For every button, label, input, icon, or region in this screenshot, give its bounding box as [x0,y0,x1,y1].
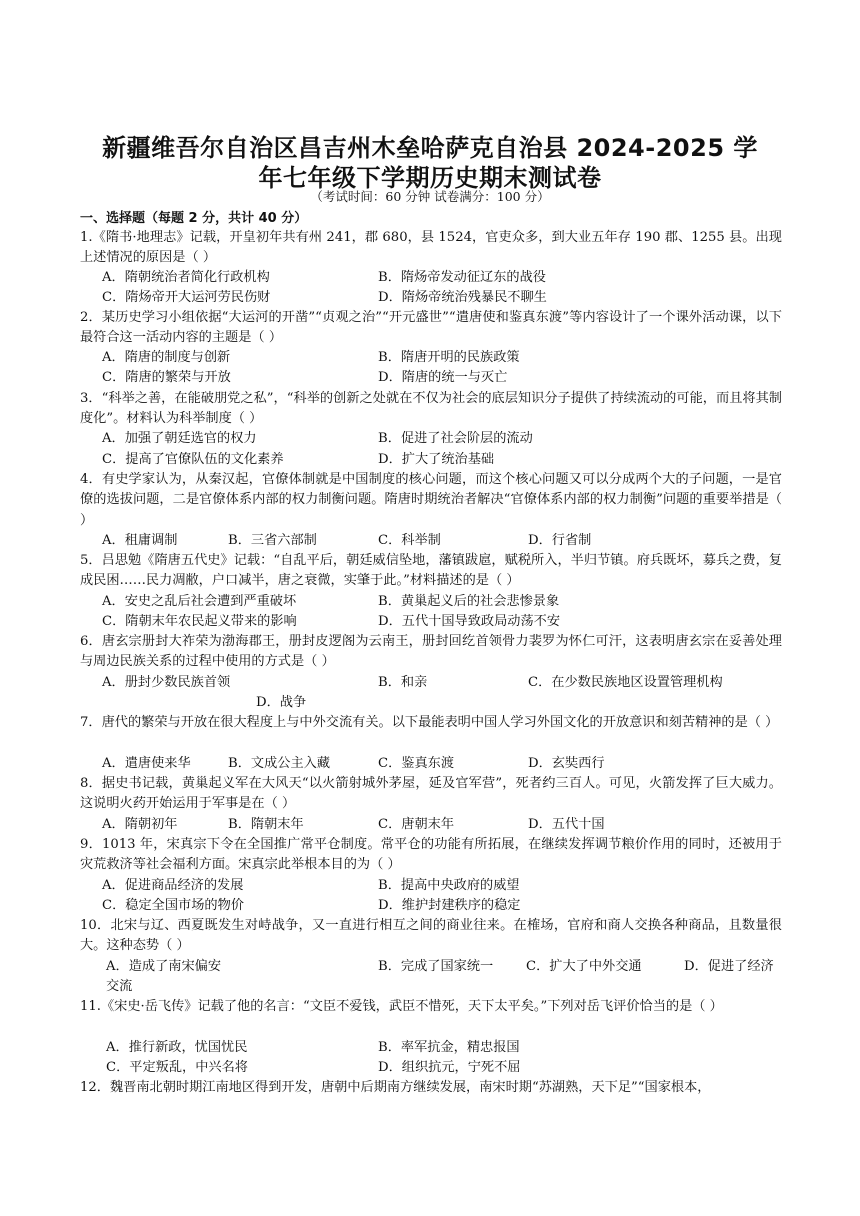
question-5-option-a: A．安史之乱后社会遭到严重破坏 [102,594,297,609]
question-11-option-d: D．组织抗元，宁死不屈 [378,1060,521,1075]
question-3-option-b: B．促进了社会阶层的流动 [378,431,533,446]
question-3-option-a: A．加强了朝廷选官的权力 [102,431,257,446]
question-8-option-d: D．五代十国 [528,817,605,832]
question-1-option-b: B．隋炀帝发动征辽东的战役 [378,270,546,285]
question-2-option-a: A．隋唐的制度与创新 [102,350,231,365]
question-9-stem: 9．1013 年，宋真宗下令在全国推广常平仓制度。常平仓的功能有所拓展，在继续发挥调节粮价作用的同时，还被用于灾荒救济等社会福利方面。宋真宗此举根本目的为（ ） [80,837,782,873]
question-7-option-d: D．玄奘西行 [528,756,605,771]
question-9-option-b: B．提高中央政府的威望 [378,878,520,893]
question-3-option-c: C．提高了官僚队伍的文化素养 [102,452,284,467]
question-6-option-b: B．和亲 [378,675,428,690]
question-10-stem: 10．北宋与辽、西夏既发生对峙战争，又一直进行相互之间的商业往来。在榷场，官府和商人交换各种商品，且数量很大。这种态势（ ） [80,918,782,954]
question-3-option-d: D．扩大了统治基础 [378,452,495,467]
question-8-option-a: A．隋朝初年 [102,817,178,832]
question-7-option-a: A．遣唐使来华 [102,756,191,771]
question-4-option-d: D．行省制 [528,533,592,548]
question-5-option-c: C．隋朝末年农民起义带来的影响 [102,614,297,629]
question-11-option-a: A．推行新政，忧国忧民 [106,1040,248,1055]
exam-title-line-1: 新疆维吾尔自治区昌吉州木垒哈萨克自治县 2024-2025 学 [102,134,758,162]
question-9-option-a: A．促进商品经济的发展 [102,878,244,893]
question-6-option-d: D．战争 [256,695,307,710]
question-1-option-d: D．隋炀帝统治残暴民不聊生 [378,290,547,305]
question-5-option-d: D．五代十国导致政局动荡不安 [378,614,561,629]
question-7-option-b: B．文成公主入藏 [228,756,331,771]
question-12-stem: 12．魏晋南北朝时期江南地区得到开发，唐朝中后期南方继续发展，南宋时期“苏湖熟，天下足”“国家根本， [80,1080,711,1095]
question-4-option-c: C．科举制 [378,533,441,548]
question-8-option-c: C．唐朝末年 [378,817,455,832]
question-1-stem: 1.《隋书·地理志》记载，开皇初年共有州 241，郡 680，县 1524，官吏众多，到大业五年存 190 郡、1255 县。出现上述情况的原因是（ ） [80,230,782,266]
question-8-stem: 8．据史书记载，黄巢起义军在大风天“以火箭射城外茅屋，延及官军营”，死者约三百人。可见，火箭发挥了巨大威力。这说明火药开始运用于军事是在（ ） [80,776,782,812]
question-2-option-c: C．隋唐的繁荣与开放 [102,370,231,385]
question-11-stem: 11.《宋史·岳飞传》记载了他的名言：“文臣不爱钱，武臣不惜死，天下太平矣。”下列对岳飞评价恰当的是（ ） [80,999,723,1014]
question-2-stem: 2．某历史学习小组依据“大运河的开凿”“贞观之治”“开元盛世”“遣唐使和鉴真东渡”等内容设计了一个课外活动课，以下最符合这一活动内容的主题是（ ） [80,310,782,346]
exam-subtitle: （考试时间：60 分钟 试卷满分：100 分） [310,189,550,204]
question-10-option-a: A．造成了南宋偏安 [106,959,222,974]
question-5-option-b: B．黄巢起义后的社会悲惨景象 [378,594,560,609]
question-1-option-c: C．隋炀帝开大运河劳民伤财 [102,290,271,305]
question-10-option-b: B．完成了国家统一 [378,959,494,974]
question-6-option-c: C．在少数民族地区设置管理机构 [528,675,723,690]
question-10-option-d-continued: 交流 [106,979,133,994]
question-6-option-a: A．册封少数民族首领 [102,675,231,690]
question-4-option-a: A．租庸调制 [102,533,178,548]
question-9-option-c: C．稳定全国市场的物价 [102,898,244,913]
question-10-option-c: C．扩大了中外交通 [526,959,642,974]
exam-title-line-2: 年七年级下学期历史期末测试卷 [258,164,602,192]
question-2-option-d: D．隋唐的统一与灭亡 [378,370,508,385]
question-7-stem: 7．唐代的繁荣与开放在很大程度上与中外交流有关。以下最能表明中国人学习外国文化的开放意识和刻苦精神的是（ ） [80,715,779,730]
question-10-option-d: D．促进了经济 [684,959,774,974]
question-11-option-c: C．平定叛乱，中兴名将 [106,1060,248,1075]
question-1-option-a: A．隋朝统治者简化行政机构 [102,270,270,285]
section-heading: 一、选择题（每题 2 分，共计 40 分） [80,211,308,226]
question-7-option-c: C．鉴真东渡 [378,756,455,771]
question-11-option-b: B．率军抗金，精忠报国 [378,1040,520,1055]
question-8-option-b: B．隋朝末年 [228,817,304,832]
question-9-option-d: D．维护封建秩序的稳定 [378,898,521,913]
question-4-option-b: B．三省六部制 [228,533,317,548]
question-6-stem: 6．唐玄宗册封大祚荣为渤海郡王，册封皮逻阁为云南王，册封回纥首领骨力裴罗为怀仁可汗，这表明唐玄宗在妥善处理与周边民族关系的过程中使用的方式是（ ） [80,634,782,670]
question-5-stem: 5．吕思勉《隋唐五代史》记载：“自乱平后，朝廷威信坠地，藩镇跋扈，赋税所入，半归节镇。府兵既坏，募兵之费，复成民困……民力凋敝，户口减半，唐之衰微，实肇于此。”材料描述的是（ ） [80,553,782,589]
question-3-stem: 3．“科举之善，在能破朋党之私”，“科举的创新之处就在不仅为社会的底层知识分子提供了持续流动的可能，而且将其制度化”。材料认为科举制度（ ） [80,391,782,427]
question-2-option-b: B．隋唐开明的民族政策 [378,350,520,365]
question-4-stem: 4．有史学家认为，从秦汉起，官僚体制就是中国制度的核心问题，而这个核心问题又可以分成两个大的子问题，一是官僚的选拔问题，二是官僚体系内部的权力制衡问题。隋唐时期统治者解决“官僚体系内部的权力制衡”问题的重要举措是（ ） [80,472,782,528]
